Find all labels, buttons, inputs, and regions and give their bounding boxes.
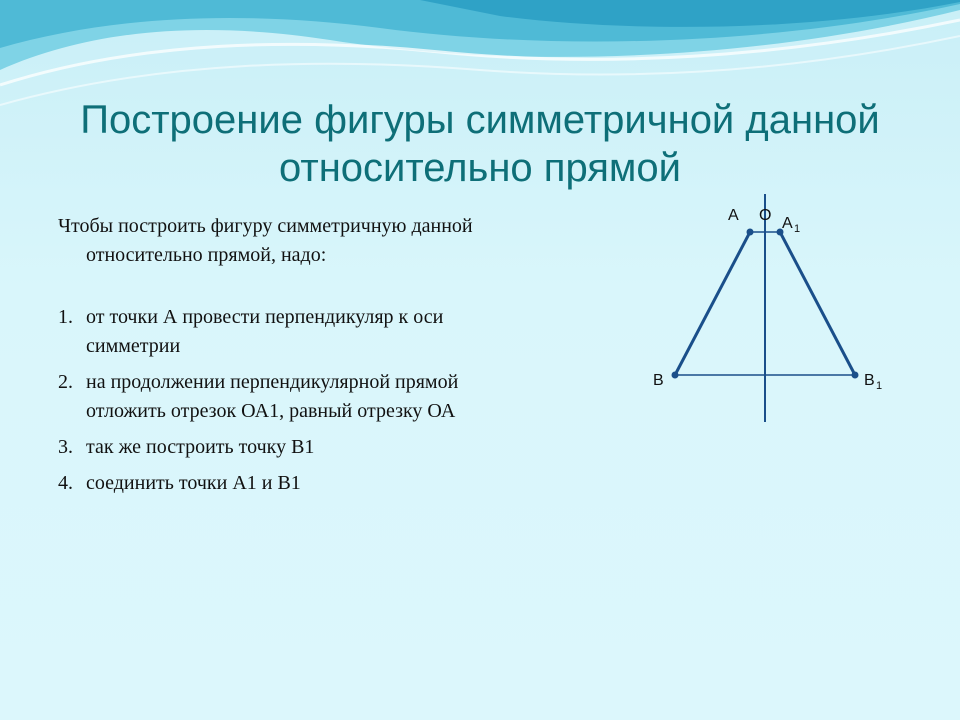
label-b1-subscript: 1	[876, 380, 883, 392]
point-b	[672, 372, 679, 379]
step-item	[58, 303, 478, 361]
point-a	[747, 229, 754, 236]
point-b1	[852, 372, 859, 379]
step-item	[58, 469, 478, 498]
segment-a-b	[675, 232, 750, 375]
label-a1: А	[782, 215, 793, 232]
step-number: 2.	[58, 371, 73, 393]
intro-text: Чтобы построить фигуру симметричную данной относительно прямой, надо:	[58, 215, 473, 266]
label-a: А	[728, 207, 739, 224]
step-number: 4.	[58, 472, 73, 494]
slide-title	[20, 96, 940, 192]
step-item	[58, 368, 478, 426]
symmetry-diagram	[640, 190, 900, 430]
label-o: О	[759, 207, 772, 224]
label-a1-subscript: 1	[794, 223, 801, 235]
step-number: 1.	[58, 306, 73, 328]
steps-list	[58, 303, 478, 505]
title-line-1: Построение фигуры симметричной данной	[80, 98, 880, 142]
step-number: 3.	[58, 436, 73, 458]
step-text: на продолжении перпендикулярной прямой отложить отрезок ОА1, равный отрезку ОА	[86, 371, 459, 422]
step-item	[58, 433, 478, 462]
step-text: от точки А провести перпендикуляр к оси симметрии	[86, 306, 444, 357]
label-b1: В	[864, 372, 875, 389]
step-text: так же построить точку В1	[86, 436, 315, 458]
title-line-2: относительно прямой	[279, 146, 681, 190]
step-text: соединить точки А1 и В1	[86, 472, 301, 494]
segment-a1-b1	[780, 232, 855, 375]
label-b: В	[653, 372, 664, 389]
